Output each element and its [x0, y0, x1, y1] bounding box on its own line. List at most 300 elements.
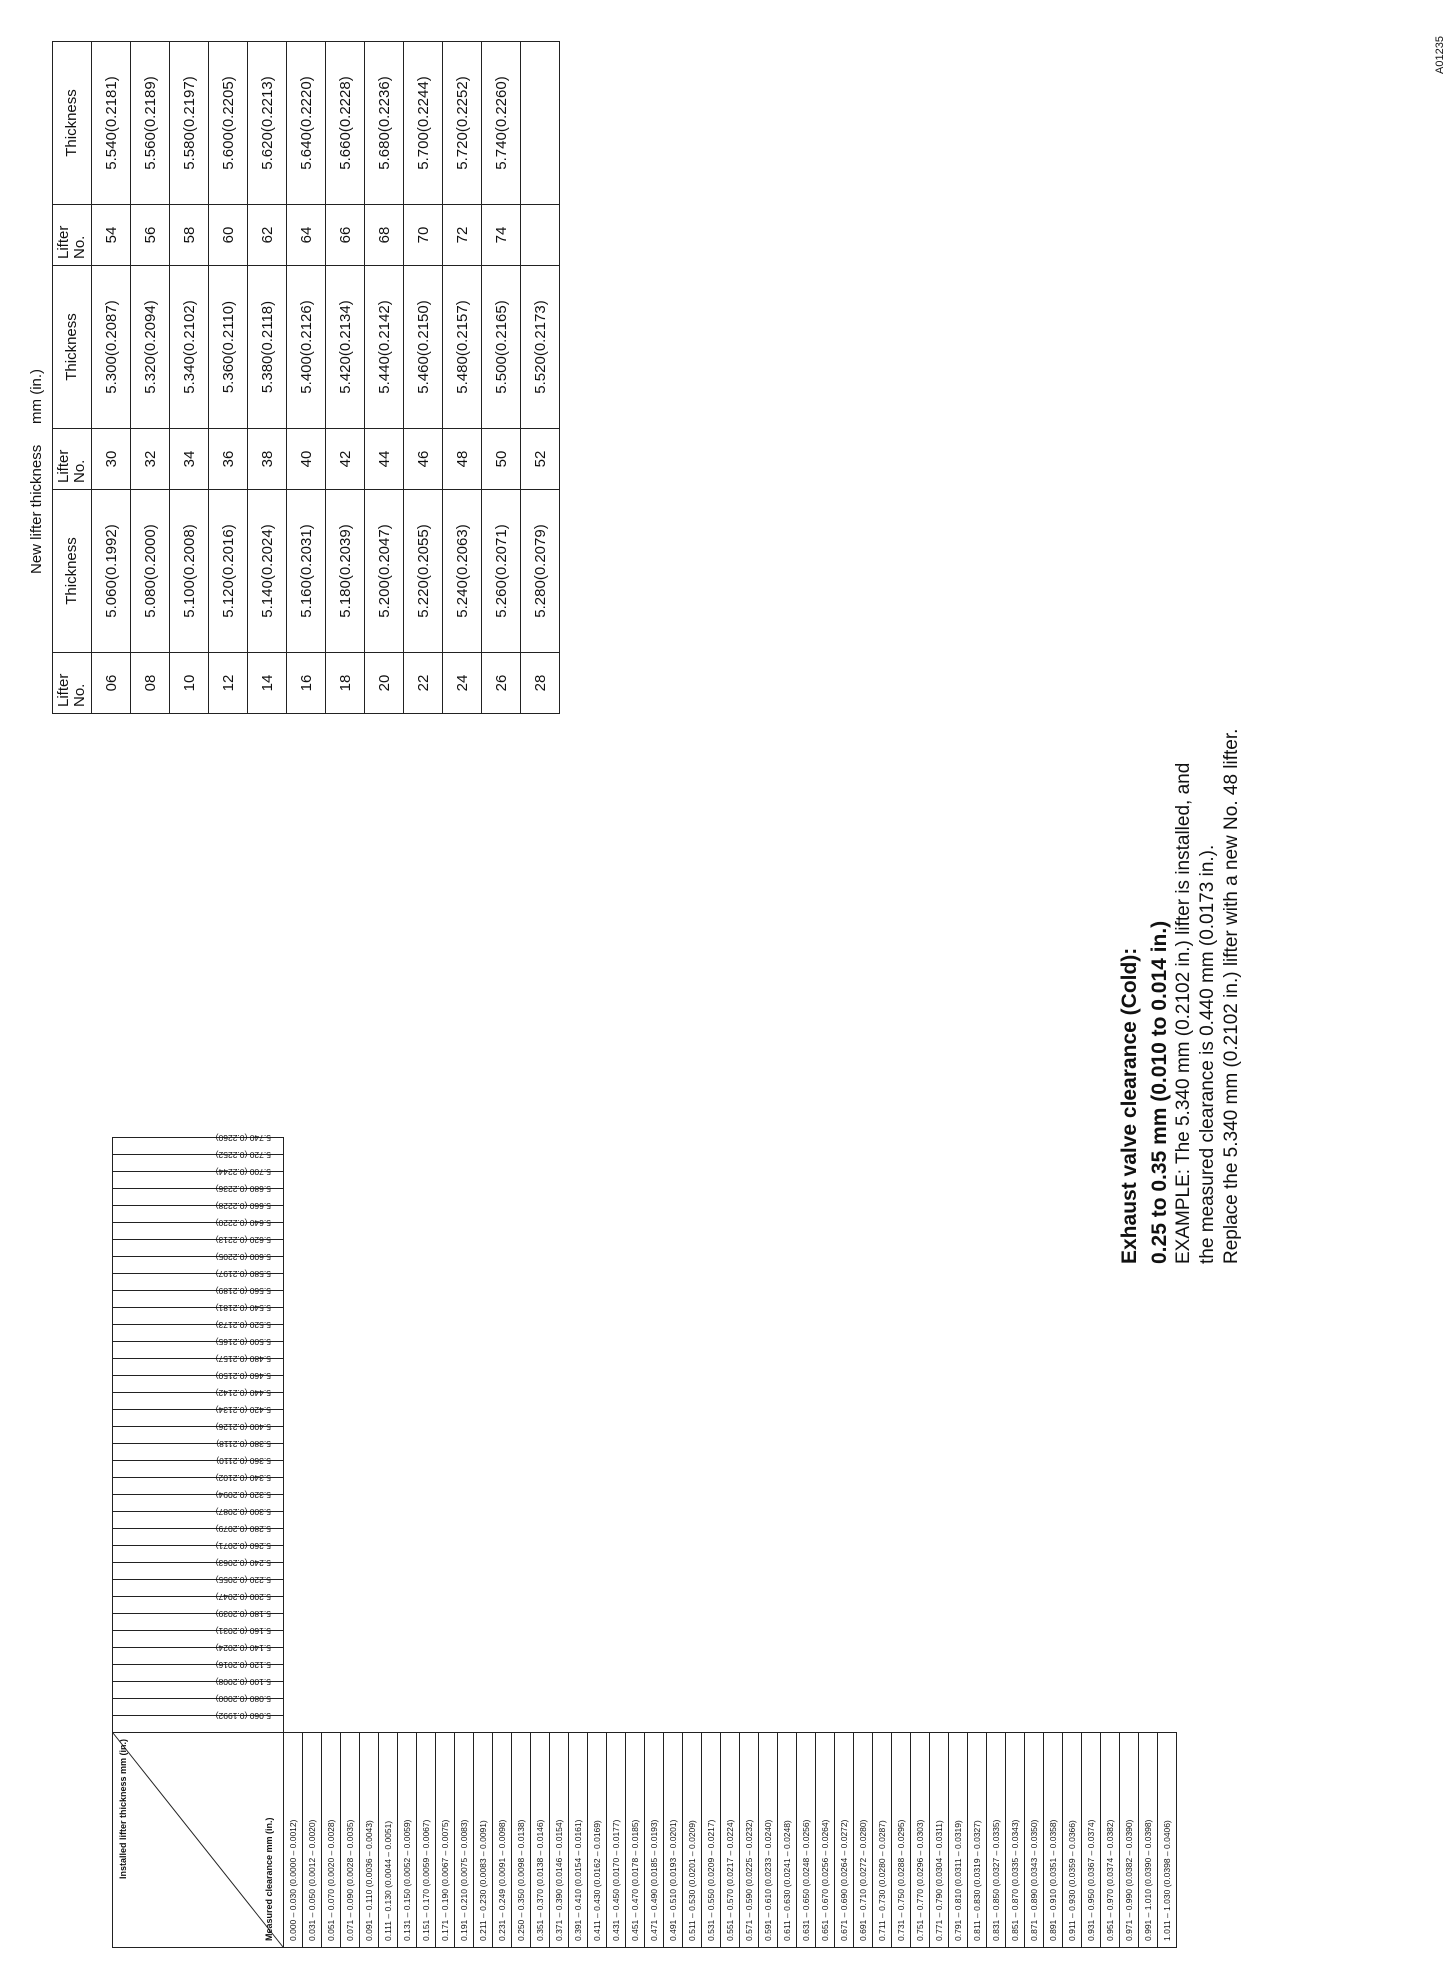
grid-cell [949, 1444, 968, 1461]
grid-cell [569, 1546, 588, 1563]
grid-cell [702, 1512, 721, 1529]
grid-cell [379, 1597, 398, 1614]
grid-cell [398, 1325, 417, 1342]
grid-cell [588, 1223, 607, 1240]
grid-cell [531, 1240, 550, 1257]
grid-cell [911, 1716, 930, 1733]
grid-cell [854, 1512, 873, 1529]
grid-cell [550, 1546, 569, 1563]
grid-cell [1006, 1444, 1025, 1461]
grid-cell [930, 1461, 949, 1478]
grid-cell [778, 1716, 797, 1733]
grid-cell [1101, 1699, 1120, 1716]
grid-cell [930, 1223, 949, 1240]
lifter-thickness-cell: 5.480(0.2157) [443, 266, 482, 429]
grid-cell [740, 1189, 759, 1206]
grid-cell [645, 1512, 664, 1529]
grid-column-header [113, 1286, 284, 1308]
grid-row-label: 0.471 – 0.490 (0.0185 – 0.0193) [645, 1733, 664, 1948]
grid-cell [930, 1189, 949, 1206]
lifter-number-cell: 68 [365, 205, 404, 266]
grid-cell [360, 1155, 379, 1172]
grid-cell [417, 1189, 436, 1206]
grid-cell [588, 1342, 607, 1359]
grid-cell [854, 1172, 873, 1189]
grid-cell [835, 1716, 854, 1733]
grid-cell [474, 1410, 493, 1427]
grid-cell [835, 1342, 854, 1359]
grid-cell [1082, 1274, 1101, 1291]
grid-cell [816, 1546, 835, 1563]
grid-cell [797, 1665, 816, 1682]
grid-cell [512, 1665, 531, 1682]
grid-cell [303, 1138, 322, 1155]
grid-cell [417, 1274, 436, 1291]
grid-cell [322, 1342, 341, 1359]
lifter-number-cell: 64 [287, 205, 326, 266]
grid-cell [607, 1427, 626, 1444]
grid-cell [322, 1546, 341, 1563]
grid-cell [930, 1563, 949, 1580]
grid-cell [1101, 1359, 1120, 1376]
grid-cell [493, 1240, 512, 1257]
grid-cell [987, 1291, 1006, 1308]
grid-cell [436, 1206, 455, 1223]
lifter-thickness-cell: 5.600(0.2205) [209, 42, 248, 205]
grid-cell [892, 1512, 911, 1529]
grid-cell [512, 1308, 531, 1325]
grid-cell [835, 1155, 854, 1172]
grid-row-label: 0.931 – 0.950 (0.0367 – 0.0374) [1082, 1733, 1101, 1948]
grid-cell [645, 1580, 664, 1597]
grid-cell [968, 1427, 987, 1444]
grid-cell [721, 1308, 740, 1325]
grid-cell [417, 1665, 436, 1682]
grid-cell [531, 1648, 550, 1665]
grid-cell [1006, 1478, 1025, 1495]
grid-cell [531, 1427, 550, 1444]
grid-cell [493, 1546, 512, 1563]
grid-cell [892, 1699, 911, 1716]
grid-cell [474, 1189, 493, 1206]
grid-column-label: 5.240 (0.2063) [215, 1558, 271, 1568]
grid-cell [284, 1529, 303, 1546]
grid-cell [1158, 1512, 1177, 1529]
lifter-number-cell: 36 [209, 429, 248, 490]
grid-cell [987, 1410, 1006, 1427]
grid-cell [626, 1410, 645, 1427]
grid-cell [1063, 1580, 1082, 1597]
grid-cell [835, 1478, 854, 1495]
grid-cell [835, 1257, 854, 1274]
grid-cell [987, 1257, 1006, 1274]
grid-row-label: 0.391 – 0.410 (0.0154 – 0.0161) [569, 1733, 588, 1948]
grid-cell [797, 1308, 816, 1325]
grid-cell [1082, 1138, 1101, 1155]
grid-cell [892, 1427, 911, 1444]
grid-row [683, 1138, 702, 1948]
grid-cell [854, 1291, 873, 1308]
grid-cell [569, 1495, 588, 1512]
grid-cell [322, 1257, 341, 1274]
grid-cell [1158, 1376, 1177, 1393]
grid-cell [531, 1716, 550, 1733]
grid-cell [759, 1512, 778, 1529]
grid-row [873, 1138, 892, 1948]
grid-row-label: 0.191 – 0.210 (0.0075 – 0.0083) [455, 1733, 474, 1948]
grid-cell [702, 1495, 721, 1512]
grid-cell [1063, 1189, 1082, 1206]
grid-column-header [113, 1235, 284, 1257]
grid-cell [531, 1631, 550, 1648]
grid-cell [474, 1665, 493, 1682]
grid-cell [1063, 1546, 1082, 1563]
grid-cell [911, 1189, 930, 1206]
grid-cell [607, 1410, 626, 1427]
grid-cell [1120, 1546, 1139, 1563]
grid-cell [1063, 1716, 1082, 1733]
grid-column-label: 5.680 (0.2236) [215, 1184, 271, 1194]
grid-cell [436, 1580, 455, 1597]
grid-cell [968, 1444, 987, 1461]
grid-cell [303, 1155, 322, 1172]
grid-cell [949, 1580, 968, 1597]
grid-row [303, 1138, 322, 1948]
grid-cell [1025, 1291, 1044, 1308]
grid-cell [835, 1410, 854, 1427]
grid-cell [569, 1342, 588, 1359]
grid-cell [645, 1223, 664, 1240]
grid-cell [816, 1512, 835, 1529]
grid-cell [968, 1393, 987, 1410]
grid-cell [531, 1495, 550, 1512]
grid-cell [455, 1291, 474, 1308]
grid-cell [474, 1359, 493, 1376]
grid-cell [664, 1682, 683, 1699]
grid-cell [474, 1291, 493, 1308]
grid-cell [778, 1563, 797, 1580]
grid-cell [607, 1716, 626, 1733]
grid-cell [1044, 1274, 1063, 1291]
grid-cell [759, 1563, 778, 1580]
grid-cell [721, 1172, 740, 1189]
grid-cell [873, 1699, 892, 1716]
grid-cell [873, 1427, 892, 1444]
grid-row-label: 0.751 – 0.770 (0.0296 – 0.0303) [911, 1733, 930, 1948]
grid-cell [1025, 1155, 1044, 1172]
grid-cell [1025, 1563, 1044, 1580]
grid-cell [531, 1189, 550, 1206]
grid-cell [702, 1665, 721, 1682]
grid-row [835, 1138, 854, 1948]
grid-cell [626, 1291, 645, 1308]
grid-cell [379, 1393, 398, 1410]
header-lifter-no: Lifter No. [53, 205, 92, 266]
grid-row-label: 0.591 – 0.610 (0.0233 – 0.0240) [759, 1733, 778, 1948]
grid-cell [626, 1461, 645, 1478]
grid-cell [816, 1393, 835, 1410]
grid-cell [417, 1580, 436, 1597]
grid-cell [873, 1580, 892, 1597]
grid-cell [1063, 1461, 1082, 1478]
grid-cell [1082, 1240, 1101, 1257]
grid-cell [360, 1546, 379, 1563]
lifter-thickness-cell: 5.380(0.2118) [248, 266, 287, 429]
grid-cell [341, 1257, 360, 1274]
grid-cell [379, 1138, 398, 1155]
grid-cell [645, 1274, 664, 1291]
grid-cell [1158, 1648, 1177, 1665]
grid-cell [322, 1631, 341, 1648]
grid-cell [949, 1495, 968, 1512]
grid-cell [474, 1206, 493, 1223]
grid-cell [303, 1512, 322, 1529]
grid-cell [322, 1597, 341, 1614]
grid-cell [284, 1393, 303, 1410]
grid-cell [474, 1444, 493, 1461]
grid-cell [1101, 1427, 1120, 1444]
grid-row [1063, 1138, 1082, 1948]
grid-cell [322, 1512, 341, 1529]
grid-cell [740, 1376, 759, 1393]
grid-cell [797, 1427, 816, 1444]
grid-cell [1063, 1410, 1082, 1427]
grid-cell [1120, 1427, 1139, 1444]
grid-cell [1139, 1427, 1158, 1444]
grid-cell [930, 1478, 949, 1495]
lifter-number-cell: 20 [365, 653, 404, 714]
grid-cell [417, 1699, 436, 1716]
grid-cell [873, 1342, 892, 1359]
grid-cell [379, 1716, 398, 1733]
grid-cell [1158, 1682, 1177, 1699]
grid-cell [1063, 1325, 1082, 1342]
grid-cell [797, 1342, 816, 1359]
grid-cell [645, 1478, 664, 1495]
grid-cell [531, 1699, 550, 1716]
grid-cell [1025, 1308, 1044, 1325]
grid-cell [531, 1172, 550, 1189]
grid-cell [1139, 1461, 1158, 1478]
grid-cell [284, 1614, 303, 1631]
grid-cell [1101, 1410, 1120, 1427]
grid-column-label: 5.120 (0.2016) [215, 1660, 271, 1670]
lifter-number-cell: 48 [443, 429, 482, 490]
grid-cell [1082, 1563, 1101, 1580]
grid-row [474, 1138, 493, 1948]
grid-row [379, 1138, 398, 1948]
grid-cell [398, 1512, 417, 1529]
grid-cell [740, 1631, 759, 1648]
example-line-3: Replace the 5.340 mm (0.2102 in.) lifter with a new No. 48 lifter. [1220, 728, 1242, 1264]
grid-cell [930, 1274, 949, 1291]
grid-cell [1158, 1614, 1177, 1631]
grid-cell [1082, 1376, 1101, 1393]
grid-cell [664, 1546, 683, 1563]
grid-cell [683, 1240, 702, 1257]
grid-cell [930, 1325, 949, 1342]
grid-cell [854, 1223, 873, 1240]
grid-cell [797, 1274, 816, 1291]
grid-cell [512, 1342, 531, 1359]
grid-cell [854, 1597, 873, 1614]
grid-cell [474, 1240, 493, 1257]
grid-cell [569, 1478, 588, 1495]
grid-cell [626, 1699, 645, 1716]
grid-row [455, 1138, 474, 1948]
grid-cell [778, 1444, 797, 1461]
grid-cell [892, 1410, 911, 1427]
grid-cell [892, 1342, 911, 1359]
grid-cell [284, 1223, 303, 1240]
lifter-number-cell: 46 [404, 429, 443, 490]
grid-row [398, 1138, 417, 1948]
grid-cell [626, 1580, 645, 1597]
lifter-thickness-cell: 5.280(0.2079) [521, 490, 560, 653]
grid-cell [1044, 1512, 1063, 1529]
grid-cell [493, 1257, 512, 1274]
grid-cell [797, 1444, 816, 1461]
header-thickness: Thickness [53, 490, 92, 653]
grid-cell [436, 1410, 455, 1427]
grid-cell [455, 1444, 474, 1461]
grid-cell [322, 1359, 341, 1376]
grid-cell [892, 1172, 911, 1189]
grid-cell [873, 1648, 892, 1665]
grid-cell [1120, 1614, 1139, 1631]
grid-cell [1025, 1274, 1044, 1291]
grid-cell [1158, 1716, 1177, 1733]
grid-cell [607, 1546, 626, 1563]
grid-cell [873, 1716, 892, 1733]
grid-cell [1158, 1410, 1177, 1427]
new-lifter-row [404, 42, 443, 714]
grid-cell [797, 1359, 816, 1376]
grid-cell [550, 1223, 569, 1240]
grid-cell [284, 1427, 303, 1444]
grid-cell [721, 1138, 740, 1155]
grid-row-label: 0.031 – 0.050 (0.0012 – 0.0020) [303, 1733, 322, 1948]
grid-column-header [113, 1371, 284, 1393]
grid-cell [1139, 1563, 1158, 1580]
grid-cell [778, 1529, 797, 1546]
grid-cell [683, 1478, 702, 1495]
grid-cell [911, 1546, 930, 1563]
grid-cell [1082, 1206, 1101, 1223]
grid-cell [360, 1597, 379, 1614]
grid-cell [284, 1257, 303, 1274]
lifter-thickness-cell: 5.220(0.2055) [404, 490, 443, 653]
grid-cell [303, 1223, 322, 1240]
grid-cell [968, 1478, 987, 1495]
grid-cell [398, 1461, 417, 1478]
grid-row-label: 0.451 – 0.470 (0.0178 – 0.0185) [626, 1733, 645, 1948]
grid-cell [512, 1648, 531, 1665]
grid-cell [892, 1648, 911, 1665]
grid-cell [740, 1342, 759, 1359]
grid-cell [550, 1325, 569, 1342]
grid-cell [968, 1138, 987, 1155]
grid-cell [360, 1274, 379, 1291]
grid-cell [322, 1291, 341, 1308]
grid-cell [1063, 1274, 1082, 1291]
grid-cell [702, 1223, 721, 1240]
grid-cell [398, 1529, 417, 1546]
grid-cell [284, 1172, 303, 1189]
grid-cell [664, 1699, 683, 1716]
grid-cell [1044, 1206, 1063, 1223]
grid-cell [892, 1580, 911, 1597]
grid-cell [284, 1665, 303, 1682]
grid-cell [968, 1308, 987, 1325]
lifter-thickness-cell: 5.360(0.2110) [209, 266, 248, 429]
grid-cell [398, 1631, 417, 1648]
grid-cell [683, 1546, 702, 1563]
grid-cell [759, 1631, 778, 1648]
grid-cell [360, 1563, 379, 1580]
grid-cell [721, 1155, 740, 1172]
grid-column-label: 5.140 (0.2024) [215, 1643, 271, 1653]
grid-cell [1120, 1648, 1139, 1665]
grid-cell [968, 1682, 987, 1699]
lifter-number-cell: 08 [131, 653, 170, 714]
grid-cell [664, 1257, 683, 1274]
grid-cell [284, 1682, 303, 1699]
grid-cell [740, 1614, 759, 1631]
grid-cell [816, 1155, 835, 1172]
grid-cell [645, 1138, 664, 1155]
grid-cell [322, 1427, 341, 1444]
grid-cell [474, 1563, 493, 1580]
grid-cell [436, 1665, 455, 1682]
grid-cell [474, 1172, 493, 1189]
grid-cell [474, 1512, 493, 1529]
grid-column-header [113, 1184, 284, 1206]
grid-cell [835, 1393, 854, 1410]
grid-column-label: 5.080 (0.2000) [215, 1694, 271, 1704]
grid-cell [968, 1631, 987, 1648]
grid-cell [493, 1223, 512, 1240]
grid-cell [911, 1461, 930, 1478]
grid-cell [873, 1512, 892, 1529]
grid-column-header [113, 1626, 284, 1648]
grid-cell [512, 1682, 531, 1699]
grid-cell [417, 1206, 436, 1223]
grid-cell [1063, 1376, 1082, 1393]
grid-cell [987, 1716, 1006, 1733]
grid-cell [968, 1512, 987, 1529]
grid-cell [379, 1274, 398, 1291]
grid-row [1044, 1138, 1063, 1948]
grid-cell [1063, 1478, 1082, 1495]
grid-cell [398, 1172, 417, 1189]
grid-cell [987, 1393, 1006, 1410]
grid-cell [588, 1274, 607, 1291]
grid-cell [436, 1172, 455, 1189]
grid-cell [1101, 1648, 1120, 1665]
grid-cell [987, 1359, 1006, 1376]
grid-cell [531, 1546, 550, 1563]
grid-cell [835, 1325, 854, 1342]
grid-cell [1120, 1274, 1139, 1291]
grid-cell [1044, 1155, 1063, 1172]
new-lifter-header-row [53, 42, 92, 714]
grid-cell [626, 1682, 645, 1699]
grid-cell [778, 1393, 797, 1410]
grid-cell [531, 1563, 550, 1580]
grid-cell [721, 1257, 740, 1274]
grid-cell [1120, 1597, 1139, 1614]
